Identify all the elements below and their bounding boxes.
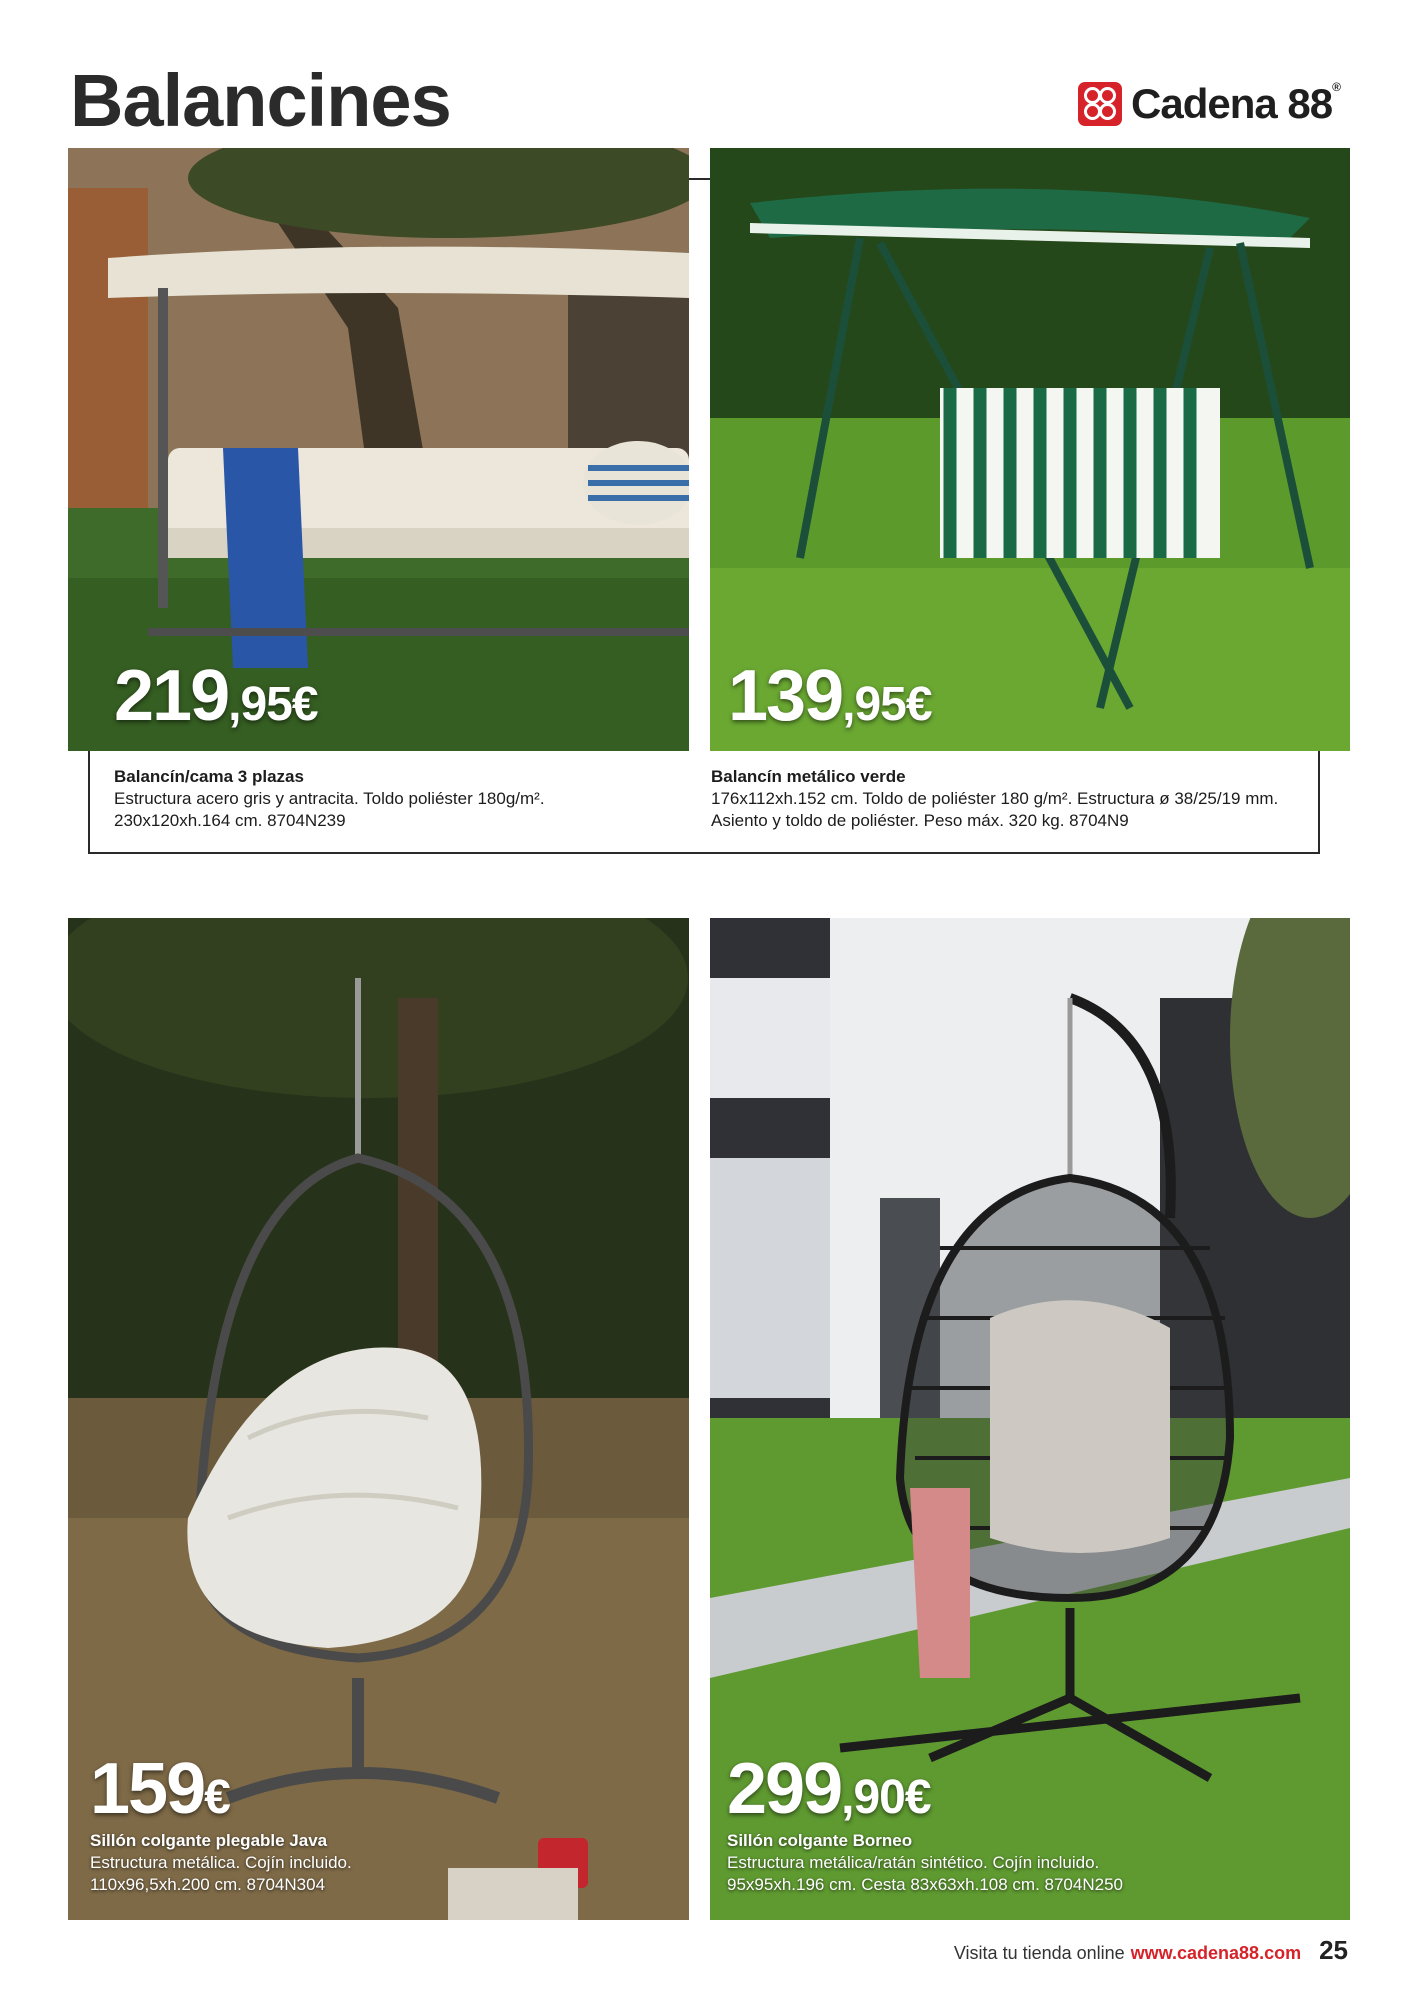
price-balancin-cama: 219,95€	[114, 656, 318, 736]
product-name: Balancín metálico verde	[711, 767, 906, 786]
page-number: 25	[1319, 1935, 1348, 1965]
product-spec-line: Asiento y toldo de poliéster. Peso máx. 320 kg. 8704N9	[711, 811, 1129, 830]
brand-logo[interactable]	[1078, 80, 1340, 128]
product-spec-line: 95x95xh.196 cm. Cesta 83x63xh.108 cm. 8704N250	[727, 1875, 1123, 1894]
footer-url-link[interactable]: www.cadena88.com	[1130, 1943, 1302, 1963]
product-spec-line: 110x96,5xh.200 cm. 8704N304	[90, 1875, 326, 1894]
page-title: Balancines	[70, 59, 451, 142]
product-spec-line: Estructura acero gris y antracita. Toldo poliéster 180g/m².	[114, 789, 545, 808]
product-name: Sillón colgante Borneo	[727, 1831, 913, 1850]
product-description	[90, 1830, 352, 1896]
page-footer	[954, 1935, 1348, 1966]
product-name: Sillón colgante plegable Java	[90, 1831, 328, 1850]
product-description	[727, 1830, 1123, 1896]
product-name: Balancín/cama 3 plazas	[114, 767, 304, 786]
product-spec-line: 176x112xh.152 cm. Toldo de poliéster 180 g/m². Estructura ø 38/25/19 mm.	[711, 789, 1279, 808]
brand-name: Cadena 88®	[1131, 80, 1340, 127]
footer-visit-text: Visita tu tienda online	[953, 1943, 1125, 1963]
product-spec-line: 230x120xh.164 cm. 8704N239	[114, 811, 346, 830]
cadena88-logo-icon	[1078, 82, 1122, 126]
product-description	[114, 766, 545, 832]
product-spec-line: Estructura metálica. Cojín incluido.	[90, 1853, 352, 1872]
price-sillon-java: 159€	[90, 1749, 230, 1829]
price-balancin-verde: 139,95€	[728, 656, 932, 736]
product-spec-line: Estructura metálica/ratán sintético. Cojín incluido.	[727, 1853, 1100, 1872]
product-description	[711, 766, 1278, 832]
price-sillon-borneo: 299,90€	[727, 1749, 931, 1829]
